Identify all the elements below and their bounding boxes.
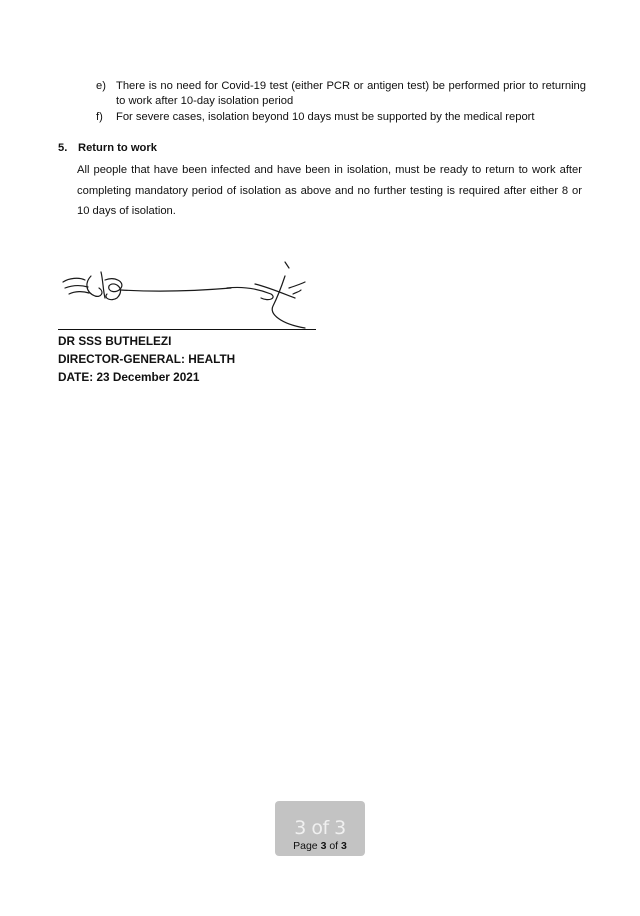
signature-line bbox=[58, 329, 316, 330]
section-number: 5. bbox=[58, 142, 68, 154]
page-indicator bbox=[275, 801, 365, 856]
list-item bbox=[96, 110, 586, 125]
current-page-number: 3 bbox=[320, 840, 327, 852]
total-page-number: 3 bbox=[341, 840, 347, 852]
list-marker: f) bbox=[96, 111, 103, 123]
handwritten-signature-icon bbox=[55, 258, 320, 333]
section-heading bbox=[58, 141, 157, 156]
list-item-text: There is no need for Covid-19 test (either PCR or antigen test) be performed prior to returning to work after 10-day isolation period bbox=[116, 80, 586, 107]
page-indicator-label: Page 3 of 3 bbox=[293, 840, 347, 852]
list-marker: e) bbox=[96, 80, 106, 92]
signatory-date: DATE: 23 December 2021 bbox=[58, 370, 200, 384]
section-paragraph: All people that have been infected and have been in isolation, must be ready to return to work after completing mandatory period of isolation as above and no further testing is required after either 8 or 10 days of isolation. bbox=[77, 164, 582, 217]
signatory-title: DIRECTOR-GENERAL: HEALTH bbox=[58, 352, 236, 366]
signatory-name: DR SSS BUTHELEZI bbox=[58, 334, 172, 348]
page-indicator-overlay: 3 of 3 bbox=[294, 817, 346, 839]
list-item bbox=[96, 79, 586, 109]
list-item-text: For severe cases, isolation beyond 10 days must be supported by the medical report bbox=[116, 111, 535, 123]
section-title: Return to work bbox=[78, 142, 157, 154]
